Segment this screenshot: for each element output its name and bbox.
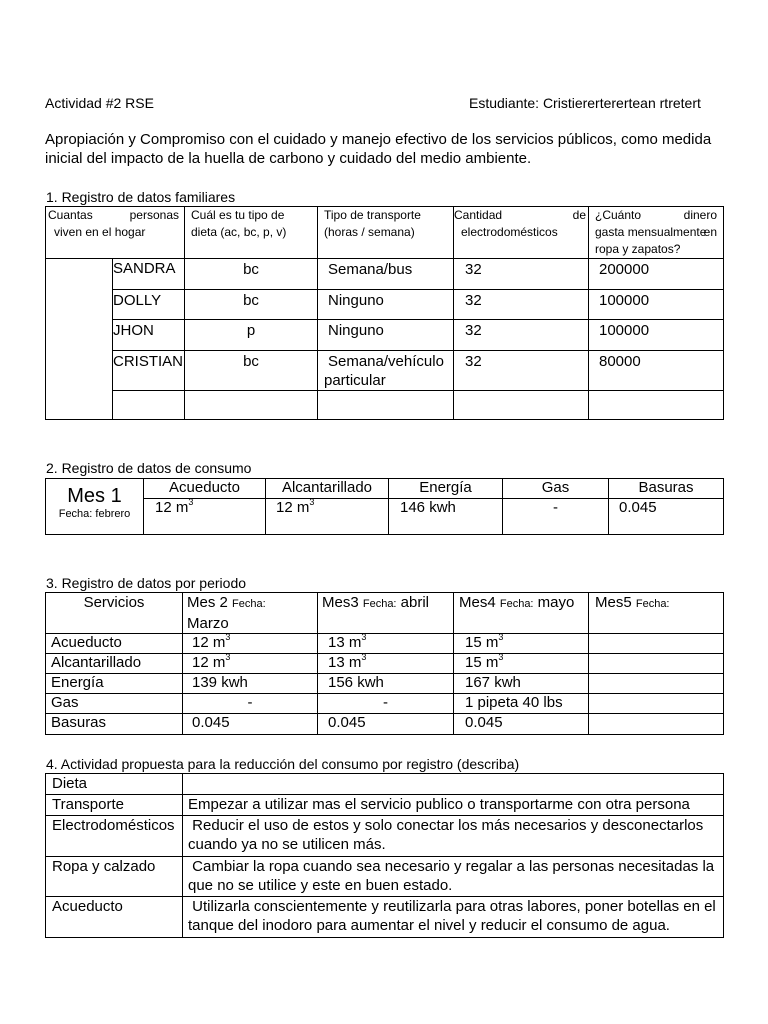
- description-line: que no se utilice y este en buen estado.: [188, 877, 453, 894]
- family-header-row: [46, 207, 724, 259]
- service-label: Energía: [46, 674, 183, 694]
- section1-title: 1. Registro de datos familiares: [46, 189, 236, 205]
- superscript: 3: [309, 498, 315, 507]
- period-value: [589, 674, 724, 694]
- header-appliances-b: de: [572, 208, 586, 222]
- table-row: [46, 351, 724, 391]
- value-gas: -: [503, 499, 609, 535]
- value-text: 12 m: [192, 634, 226, 651]
- header-transport-a: Tipo de transporte: [324, 208, 421, 222]
- value-alcantarillado: [266, 499, 389, 535]
- member-appliances: 32: [454, 320, 589, 351]
- consumption-values-row: [46, 499, 724, 535]
- header-diet: [185, 207, 318, 259]
- period-fecha: Fecha:: [362, 598, 397, 610]
- member-transport: Semana/bus: [318, 259, 454, 290]
- header-appliances: [454, 207, 589, 259]
- activity-description: Empezar a utilizar mas el servicio publico o transportarme con otra persona: [183, 795, 724, 816]
- period-date: abril: [400, 594, 430, 611]
- value-text: 13 m: [328, 654, 362, 671]
- table-row: [46, 634, 724, 654]
- reduction-activity-table: [45, 773, 724, 938]
- value-text: 12 m: [155, 499, 189, 516]
- member-transport: [318, 351, 454, 391]
- empty-cell: [113, 391, 185, 420]
- empty-cell: [454, 391, 589, 420]
- table-row: [46, 795, 724, 816]
- table-row: [46, 774, 724, 795]
- period-value: 0.045: [183, 714, 318, 735]
- activity-label: Transporte: [46, 795, 183, 816]
- consumption-header-row: [46, 479, 724, 499]
- superscript: 3: [498, 633, 504, 642]
- month-date: Fecha: febrero: [58, 508, 131, 520]
- period-fecha: Fecha:: [232, 598, 266, 610]
- period-column-header: [318, 593, 454, 634]
- period-value: 0.045: [318, 714, 454, 735]
- period-fecha: Fecha:: [635, 598, 670, 610]
- activity-label: Electrodomésticos: [46, 816, 183, 857]
- people-count-cell: [46, 259, 113, 420]
- description-line: Utilizarla conscientemente y reutilizarla para otras labores, poner botellas en el: [188, 898, 716, 915]
- period-value: 167 kwh: [454, 674, 589, 694]
- period-fecha: Fecha:: [499, 598, 534, 610]
- value-text: 13 m: [328, 634, 362, 651]
- empty-cell: [318, 391, 454, 420]
- section4-title: 4. Actividad propuesta para la reducción del consumo por registro (describa): [46, 756, 520, 772]
- value-text: 12 m: [276, 499, 310, 516]
- superscript: 3: [225, 633, 231, 642]
- member-diet: bc: [185, 351, 318, 391]
- table-row: [46, 674, 724, 694]
- member-money: 100000: [589, 290, 724, 320]
- activity-description: [183, 897, 724, 938]
- table-row: [46, 320, 724, 351]
- activity-title: Actividad #2 RSE: [45, 95, 154, 111]
- header-acueducto: Acueducto: [144, 479, 266, 499]
- member-appliances: 32: [454, 259, 589, 290]
- period-value: -: [318, 694, 454, 714]
- services-header: Servicios: [46, 593, 183, 634]
- header-gas: Gas: [503, 479, 609, 499]
- description-line: Cambiar la ropa cuando sea necesario y regalar a las personas necesitadas la: [188, 858, 715, 875]
- member-money: 200000: [589, 259, 724, 290]
- superscript: 3: [225, 653, 231, 662]
- member-diet: p: [185, 320, 318, 351]
- member-name: CRISTIAN: [113, 351, 185, 391]
- description-line: cuando ya no se utilicen más.: [188, 836, 386, 853]
- description-line: tanque del inodoro para aumentar el nivel y reducir el consumo de agua.: [188, 917, 670, 934]
- header-transport-b: (horas / semana): [324, 225, 415, 239]
- period-header-row: [46, 593, 724, 634]
- month-label: Mes 1: [67, 485, 122, 507]
- table-row: [46, 714, 724, 735]
- table-row: [46, 857, 724, 897]
- intro-line-2: inicial del impacto de la huella de carbono y cuidado del medio ambiente.: [45, 150, 532, 167]
- period-value: [454, 634, 589, 654]
- member-name: DOLLY: [113, 290, 185, 320]
- header-money-a: ¿Cuánto: [595, 208, 642, 222]
- header-people: [46, 207, 185, 259]
- period-value: [589, 654, 724, 674]
- member-diet: bc: [185, 290, 318, 320]
- member-appliances: 32: [454, 290, 589, 320]
- period-value: 0.045: [454, 714, 589, 735]
- period-table: [45, 592, 724, 735]
- period-value: [589, 694, 724, 714]
- member-money: 80000: [589, 351, 724, 391]
- period-column-header: [454, 593, 589, 634]
- section2-title: 2. Registro de datos de consumo: [46, 460, 252, 476]
- member-name: JHON: [113, 320, 185, 351]
- header-people-b: personas: [129, 208, 179, 222]
- period-value: [183, 634, 318, 654]
- consumption-table: [45, 478, 724, 535]
- table-row: [46, 816, 724, 857]
- member-transport-line2: particular: [324, 372, 386, 389]
- value-text: 12 m: [192, 654, 226, 671]
- value-text: 15 m: [465, 634, 499, 651]
- member-diet: bc: [185, 259, 318, 290]
- service-label: Acueducto: [46, 634, 183, 654]
- service-label: Gas: [46, 694, 183, 714]
- period-month: Mes4: [459, 594, 496, 611]
- superscript: 3: [361, 653, 367, 662]
- member-transport-line1: Semana/vehículo: [328, 353, 444, 370]
- header-money-d: en: [703, 225, 717, 239]
- header-diet-a: Cuál es tu tipo de: [191, 208, 285, 222]
- activity-label: Dieta: [46, 774, 183, 795]
- header-energia: Energía: [389, 479, 503, 499]
- header-diet-b: dieta (ac, bc, p, v): [191, 225, 287, 239]
- member-money: 100000: [589, 320, 724, 351]
- value-text: 15 m: [465, 654, 499, 671]
- period-value: -: [183, 694, 318, 714]
- activity-description: [183, 774, 724, 795]
- table-row: [46, 259, 724, 290]
- period-month: Mes3: [322, 594, 359, 611]
- activity-label: Acueducto: [46, 897, 183, 938]
- period-value: 156 kwh: [318, 674, 454, 694]
- table-row: [46, 290, 724, 320]
- family-data-table: [45, 206, 724, 420]
- table-row: [46, 694, 724, 714]
- period-value: [318, 634, 454, 654]
- period-month: Mes 2: [187, 594, 228, 611]
- value-acueducto: [144, 499, 266, 535]
- service-label: Alcantarillado: [46, 654, 183, 674]
- member-name: SANDRA: [113, 259, 185, 290]
- period-value: [318, 654, 454, 674]
- member-appliances: 32: [454, 351, 589, 391]
- period-value: 1 pipeta 40 lbs: [454, 694, 589, 714]
- description-line: Reducir el uso de estos y solo conectar los más necesarios y desconectarlos: [188, 817, 704, 834]
- period-column-header: [183, 593, 318, 634]
- member-transport: Ninguno: [318, 290, 454, 320]
- value-basuras: 0.045: [609, 499, 724, 535]
- value-energia: 146 kwh: [389, 499, 503, 535]
- activity-description: [183, 816, 724, 857]
- service-label: Basuras: [46, 714, 183, 735]
- header-appliances-a: Cantidad: [454, 208, 503, 222]
- period-value: [183, 654, 318, 674]
- header-money: [589, 207, 724, 259]
- header-appliances-c: electrodomésticos: [461, 225, 558, 239]
- period-value: [454, 654, 589, 674]
- period-column-header: [589, 593, 724, 634]
- header-alcantarillado: Alcantarillado: [266, 479, 389, 499]
- student-name: Estudiante: Cristiererterertean rtretert: [469, 95, 701, 111]
- activity-label: Ropa y calzado: [46, 857, 183, 897]
- superscript: 3: [361, 633, 367, 642]
- header-basuras: Basuras: [609, 479, 724, 499]
- header-money-e: ropa y zapatos?: [595, 242, 681, 256]
- empty-cell: [185, 391, 318, 420]
- period-value: [589, 714, 724, 735]
- header-money-b: dinero: [683, 208, 717, 222]
- member-transport: Ninguno: [318, 320, 454, 351]
- period-date: Marzo: [187, 615, 229, 632]
- table-row: [46, 391, 724, 420]
- header-money-c: gasta mensualmente: [595, 225, 707, 239]
- period-date: mayo: [537, 594, 575, 611]
- period-value: 139 kwh: [183, 674, 318, 694]
- activity-description: [183, 857, 724, 897]
- table-row: [46, 897, 724, 938]
- header-people-a: Cuantas: [48, 208, 93, 222]
- header-transport: [318, 207, 454, 259]
- intro-line-1: Apropiación y Compromiso con el cuidado y manejo efectivo de los servicios públicos, como medida: [45, 131, 712, 148]
- section3-title: 3. Registro de datos por periodo: [46, 575, 247, 591]
- header-people-c: viven en el hogar: [54, 225, 146, 239]
- table-row: [46, 654, 724, 674]
- period-value: [589, 634, 724, 654]
- superscript: 3: [188, 498, 194, 507]
- superscript: 3: [498, 653, 504, 662]
- period-month: Mes5: [595, 594, 632, 611]
- month-cell: [46, 479, 144, 535]
- empty-cell: [589, 391, 724, 420]
